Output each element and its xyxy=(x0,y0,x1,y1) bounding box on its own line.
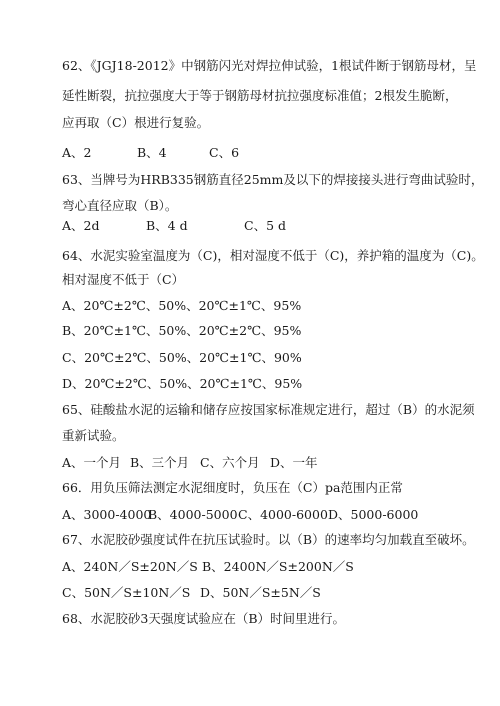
q63-option-a: A、2d xyxy=(62,218,100,233)
q66-option-c: C、4000-6000 xyxy=(238,507,328,522)
q65-options xyxy=(62,455,318,471)
q63-text-line-1: 63、当牌号为HRB335钢筋直径25mm及以下的焊接接头进行弯曲试验时， xyxy=(62,172,484,187)
q64-option-a: A、20℃±2℃、50%、20℃±1℃、95% xyxy=(62,298,302,313)
q67-text-line-1: 67、水泥胶砂强度试件在抗压试验时。以（B）的速率均匀加载直至破坏。 xyxy=(62,532,475,547)
q66-option-b: B、4000-5000 xyxy=(148,507,238,522)
q66-options xyxy=(62,507,418,523)
q65-text-line-1: 65、硅酸盐水泥的运输和储存应按国家标准规定进行，超过（B）的水泥须 xyxy=(62,402,475,417)
q66-option-d: D、5000-6000 xyxy=(328,507,419,522)
q63-options xyxy=(62,218,286,234)
q64-text-line-1: 64、水泥实验室温度为（C)，相对湿度不低于（C)，养护箱的温度为（C)。 xyxy=(62,248,484,263)
q65-text-line-2: 重新试验。 xyxy=(62,428,125,443)
q66-text-line-1: 66．用负压筛法测定水泥细度时，负压在（C）pa范围内正常 xyxy=(62,480,403,495)
q62-option-c: C、6 xyxy=(209,145,240,160)
q65-option-c: C、六个月 xyxy=(200,455,260,470)
q64-option-c: C、20℃±2℃、50%、20℃±1℃、90% xyxy=(62,350,302,365)
q62-option-b: B、4 xyxy=(137,145,167,160)
q63-option-b: B、4 d xyxy=(146,218,188,233)
q63-text-line-2: 弯心直径应取（B）。 xyxy=(62,198,178,213)
q63-option-c: C、5 d xyxy=(244,218,286,233)
q67-option-a: A、240N／S±20N／S xyxy=(62,559,198,574)
q64-option-b: B、20℃±1℃、50%、20℃±2℃、95% xyxy=(62,323,302,338)
q62-option-a: A、2 xyxy=(62,145,92,160)
q67-option-b: B、2400N／S±200N／S xyxy=(202,559,354,574)
q67-options-row-1 xyxy=(62,559,354,575)
q62-text-line-1: 62、《JGJ18-2012》中钢筋闪光对焊拉伸试验，1根试件断于钢筋母材，呈 xyxy=(62,58,477,73)
q64-option-d: D、20℃±2℃、50%、20℃±1℃、95% xyxy=(62,376,303,391)
q65-option-b: B、三个月 xyxy=(130,455,190,470)
q67-option-d: D、50N／S±5N／S xyxy=(200,585,321,600)
q62-text-line-3: 应再取（C）根进行复验。 xyxy=(62,115,210,130)
q68-text-line-1: 68、水泥胶砂3天强度试验应在（B）时间里进行。 xyxy=(62,611,346,626)
q67-option-c: C、50N／S±10N／S xyxy=(62,585,191,600)
q65-option-a: A、一个月 xyxy=(62,455,122,470)
q65-option-d: D、一年 xyxy=(270,455,318,470)
q62-options xyxy=(62,145,239,161)
q62-text-line-2: 延性断裂，抗拉强度大于等于钢筋母材抗拉强度标准值；2根发生脆断， xyxy=(62,88,458,103)
q67-options-row-2 xyxy=(62,585,321,601)
q64-text-line-2: 相对湿度不低于（C） xyxy=(62,272,185,287)
q66-option-a: A、3000-4000 xyxy=(62,507,152,522)
